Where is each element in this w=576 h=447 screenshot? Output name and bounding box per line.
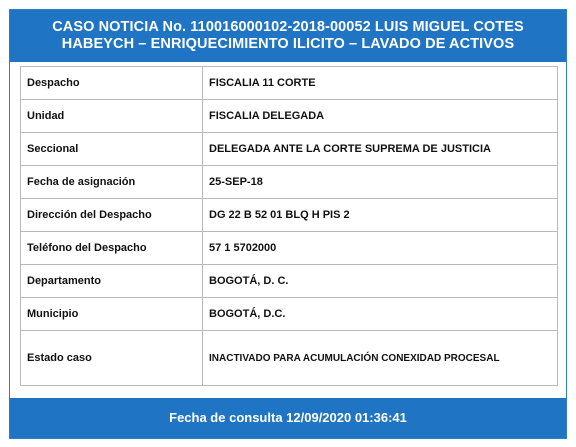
table-row — [21, 166, 558, 199]
table-row — [21, 232, 558, 265]
case-title-line-1: CASO NOTICIA No. 110016000102-2018-00052 LUIS MIGUEL COTES — [52, 19, 524, 35]
case-header — [10, 10, 566, 62]
consultation-date-footer: Fecha de consulta 12/09/2020 01:36:41 — [10, 398, 566, 438]
table-row — [21, 67, 558, 100]
table-row — [21, 199, 558, 232]
row-label-estado-caso: Estado caso — [21, 331, 203, 386]
row-value-municipio: BOGOTÁ, D.C. — [203, 298, 558, 331]
row-label-departamento: Departamento — [21, 265, 203, 298]
row-label-direccion: Dirección del Despacho — [21, 199, 203, 232]
row-label-despacho: Despacho — [21, 67, 203, 100]
table-row — [21, 331, 558, 386]
table-row — [21, 100, 558, 133]
row-value-fecha-asignacion: 25-SEP-18 — [203, 166, 558, 199]
row-label-seccional: Seccional — [21, 133, 203, 166]
row-value-direccion: DG 22 B 52 01 BLQ H PIS 2 — [203, 199, 558, 232]
row-value-telefono: 57 1 5702000 — [203, 232, 558, 265]
row-value-departamento: BOGOTÁ, D. C. — [203, 265, 558, 298]
row-label-telefono: Teléfono del Despacho — [21, 232, 203, 265]
table-row — [21, 133, 558, 166]
row-label-fecha-asignacion: Fecha de asignación — [21, 166, 203, 199]
row-label-unidad: Unidad — [21, 100, 203, 133]
table-row — [21, 265, 558, 298]
case-info-table — [20, 66, 558, 386]
row-value-estado-caso: INACTIVADO PARA ACUMULACIÓN CONEXIDAD PROCESAL — [203, 331, 558, 386]
row-value-despacho: FISCALIA 11 CORTE — [203, 67, 558, 100]
case-card — [9, 9, 567, 439]
row-value-unidad: FISCALIA DELEGADA — [203, 100, 558, 133]
case-title-line-2: HABEYCH – ENRIQUECIMIENTO ILICITO – LAVADO DE ACTIVOS — [61, 36, 515, 52]
table-row — [21, 298, 558, 331]
row-value-seccional: DELEGADA ANTE LA CORTE SUPREMA DE JUSTICIA — [203, 133, 558, 166]
row-label-municipio: Municipio — [21, 298, 203, 331]
